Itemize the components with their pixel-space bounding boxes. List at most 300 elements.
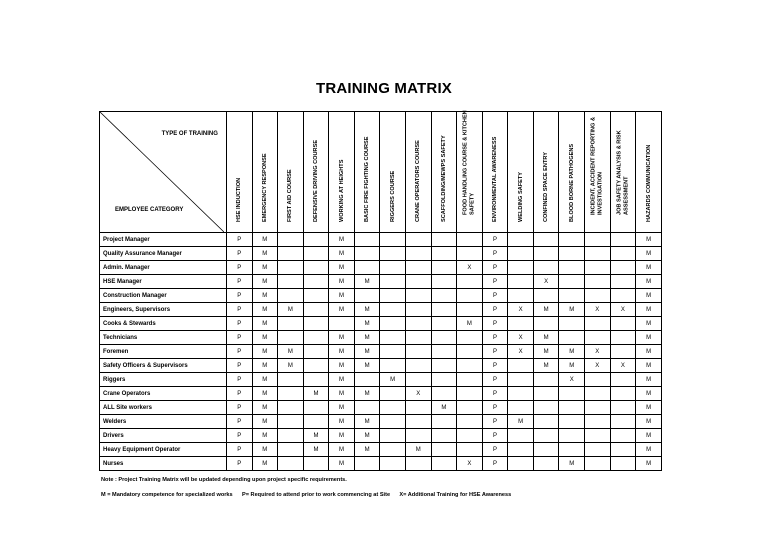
matrix-cell: P <box>482 415 508 429</box>
matrix-cell: X <box>585 303 611 317</box>
table-row <box>100 345 662 359</box>
matrix-cell <box>278 289 304 303</box>
matrix-cell: X <box>610 303 636 317</box>
type-of-training-label: TYPE OF TRAINING <box>161 131 218 137</box>
matrix-cell: M <box>303 429 329 443</box>
matrix-cell <box>585 247 611 261</box>
matrix-cell <box>585 373 611 387</box>
table-row <box>100 457 662 471</box>
matrix-cell <box>457 331 483 345</box>
matrix-cell <box>405 261 431 275</box>
matrix-cell: M <box>329 233 355 247</box>
matrix-cell <box>585 289 611 303</box>
matrix-cell <box>380 261 406 275</box>
matrix-cell: M <box>329 387 355 401</box>
matrix-cell <box>610 443 636 457</box>
matrix-cell <box>380 429 406 443</box>
matrix-cell: M <box>354 359 380 373</box>
matrix-cell <box>585 457 611 471</box>
matrix-cell: M <box>636 401 662 415</box>
matrix-cell: M <box>252 345 278 359</box>
matrix-cell <box>533 261 559 275</box>
matrix-cell: M <box>252 359 278 373</box>
matrix-cell <box>610 457 636 471</box>
column-header <box>354 112 380 233</box>
matrix-cell <box>431 317 457 331</box>
column-header <box>303 112 329 233</box>
matrix-cell <box>278 261 304 275</box>
matrix-cell <box>457 275 483 289</box>
employee-category-cell: HSE Manager <box>100 275 227 289</box>
table-row <box>100 233 662 247</box>
employee-category-cell: Project Manager <box>100 233 227 247</box>
matrix-cell <box>610 345 636 359</box>
matrix-cell <box>457 373 483 387</box>
matrix-cell: P <box>226 387 252 401</box>
matrix-cell: X <box>610 359 636 373</box>
matrix-cell <box>457 303 483 317</box>
training-matrix-table <box>99 111 662 471</box>
matrix-cell <box>278 401 304 415</box>
matrix-cell <box>508 401 534 415</box>
matrix-cell: X <box>508 331 534 345</box>
employee-category-cell: Construction Manager <box>100 289 227 303</box>
matrix-cell <box>380 303 406 317</box>
matrix-cell <box>457 429 483 443</box>
matrix-cell: M <box>636 373 662 387</box>
matrix-cell <box>457 345 483 359</box>
matrix-cell: X <box>508 345 534 359</box>
column-header <box>226 112 252 233</box>
matrix-cell: M <box>252 261 278 275</box>
matrix-cell: M <box>559 359 585 373</box>
matrix-cell <box>585 275 611 289</box>
column-header-label: HSE INDUCTION <box>235 177 242 222</box>
matrix-cell <box>559 331 585 345</box>
matrix-cell <box>585 415 611 429</box>
matrix-cell <box>405 247 431 261</box>
matrix-cell <box>610 275 636 289</box>
matrix-cell <box>457 359 483 373</box>
matrix-cell <box>278 429 304 443</box>
table-row <box>100 289 662 303</box>
matrix-cell <box>559 275 585 289</box>
column-header <box>559 112 585 233</box>
table-row <box>100 359 662 373</box>
matrix-cell <box>533 401 559 415</box>
matrix-cell <box>303 331 329 345</box>
matrix-cell <box>508 387 534 401</box>
matrix-cell <box>303 233 329 247</box>
matrix-cell: P <box>226 359 252 373</box>
matrix-cell <box>303 373 329 387</box>
matrix-cell: M <box>533 331 559 345</box>
column-header-label: FOOD HANDLING COURSE & KITCHEN SAFETY <box>462 110 476 215</box>
column-header <box>585 112 611 233</box>
matrix-cell <box>457 233 483 247</box>
matrix-cell: M <box>559 303 585 317</box>
legend <box>101 492 511 498</box>
matrix-cell <box>585 261 611 275</box>
matrix-cell <box>303 359 329 373</box>
matrix-cell: X <box>559 373 585 387</box>
matrix-cell <box>405 415 431 429</box>
matrix-cell: M <box>329 373 355 387</box>
column-header-label: INCIDENT, ACCIDENT REPORTING & INVESTIGATION <box>590 117 604 215</box>
matrix-cell <box>533 373 559 387</box>
matrix-cell <box>354 233 380 247</box>
matrix-cell: P <box>226 275 252 289</box>
matrix-cell <box>431 359 457 373</box>
matrix-cell <box>354 261 380 275</box>
matrix-cell <box>354 289 380 303</box>
matrix-cell <box>278 387 304 401</box>
matrix-cell <box>610 401 636 415</box>
matrix-cell: M <box>329 415 355 429</box>
matrix-cell <box>431 387 457 401</box>
matrix-cell <box>380 233 406 247</box>
matrix-cell <box>508 289 534 303</box>
matrix-cell <box>405 373 431 387</box>
matrix-cell <box>354 247 380 261</box>
matrix-cell: M <box>636 303 662 317</box>
matrix-cell: M <box>636 443 662 457</box>
matrix-cell: M <box>329 331 355 345</box>
matrix-cell <box>303 345 329 359</box>
column-header-label: CONFINED SPACE ENTRY <box>542 151 549 222</box>
matrix-cell <box>559 233 585 247</box>
matrix-cell <box>431 275 457 289</box>
matrix-cell <box>431 373 457 387</box>
column-header-label: BASIC FIRE FIGHTING COURSE <box>363 136 370 222</box>
matrix-cell <box>354 401 380 415</box>
column-header-label: DEFENSIVE DRIVING COURSE <box>312 139 319 222</box>
matrix-cell <box>380 317 406 331</box>
column-header <box>482 112 508 233</box>
column-header-label: SCAFFOLDING/MEWPS SAFETY <box>440 134 447 222</box>
matrix-cell <box>405 331 431 345</box>
matrix-cell: X <box>405 387 431 401</box>
matrix-cell: M <box>252 401 278 415</box>
table-row <box>100 303 662 317</box>
matrix-cell <box>380 289 406 303</box>
matrix-cell: M <box>329 443 355 457</box>
matrix-cell <box>610 331 636 345</box>
column-header-label: JOB SAFETY ANALYSIS & RISK ASSESSMENT <box>616 130 629 215</box>
matrix-cell <box>559 443 585 457</box>
matrix-cell: P <box>482 303 508 317</box>
matrix-cell: M <box>252 247 278 261</box>
matrix-cell: M <box>252 387 278 401</box>
employee-category-cell: Riggers <box>100 373 227 387</box>
matrix-cell <box>585 331 611 345</box>
column-header-label: CRANE OPERATORS COURSE <box>415 139 421 222</box>
matrix-cell: M <box>533 359 559 373</box>
matrix-cell <box>380 247 406 261</box>
matrix-cell <box>405 275 431 289</box>
employee-category-cell: Nurses <box>100 457 227 471</box>
matrix-cell <box>278 415 304 429</box>
matrix-cell: P <box>482 373 508 387</box>
matrix-cell <box>380 331 406 345</box>
matrix-cell: X <box>533 275 559 289</box>
table-row <box>100 443 662 457</box>
matrix-cell: M <box>457 317 483 331</box>
matrix-cell <box>533 317 559 331</box>
matrix-cell <box>380 457 406 471</box>
matrix-cell <box>380 443 406 457</box>
matrix-cell: M <box>278 345 304 359</box>
matrix-cell <box>508 457 534 471</box>
matrix-cell <box>380 387 406 401</box>
matrix-cell: M <box>636 233 662 247</box>
matrix-cell: P <box>226 331 252 345</box>
matrix-cell <box>610 373 636 387</box>
matrix-cell: M <box>636 247 662 261</box>
legend-m: M = Mandatory competence for specialized works <box>101 492 233 498</box>
column-header <box>431 112 457 233</box>
matrix-cell <box>405 303 431 317</box>
column-header-label: ENVIRONMENTAL AWARENESS <box>491 136 498 222</box>
matrix-cell: M <box>303 443 329 457</box>
matrix-cell: M <box>508 415 534 429</box>
matrix-cell <box>354 457 380 471</box>
matrix-cell <box>508 317 534 331</box>
matrix-cell: P <box>226 303 252 317</box>
table-row <box>100 415 662 429</box>
table-row <box>100 373 662 387</box>
matrix-cell <box>533 233 559 247</box>
matrix-cell <box>559 415 585 429</box>
matrix-cell <box>457 401 483 415</box>
matrix-cell <box>405 289 431 303</box>
matrix-cell: M <box>329 359 355 373</box>
column-header <box>329 112 355 233</box>
matrix-cell: M <box>636 415 662 429</box>
column-header <box>457 112 483 233</box>
matrix-cell: X <box>457 457 483 471</box>
column-header-label: EMERGENCY RESPONSE <box>261 152 268 222</box>
matrix-cell: M <box>354 317 380 331</box>
matrix-body <box>100 233 662 471</box>
matrix-cell <box>457 247 483 261</box>
matrix-cell <box>533 429 559 443</box>
table-row <box>100 317 662 331</box>
matrix-cell: P <box>482 261 508 275</box>
column-header-label: RIGGERS COURSE <box>389 170 396 222</box>
matrix-cell: M <box>329 289 355 303</box>
matrix-cell: M <box>252 275 278 289</box>
matrix-cell <box>431 303 457 317</box>
matrix-cell: M <box>252 443 278 457</box>
matrix-cell <box>585 443 611 457</box>
employee-category-cell: Crane Operators <box>100 387 227 401</box>
matrix-cell: M <box>405 443 431 457</box>
column-header <box>380 112 406 233</box>
matrix-cell: M <box>636 261 662 275</box>
matrix-cell: X <box>508 303 534 317</box>
matrix-cell: M <box>380 373 406 387</box>
matrix-cell <box>533 457 559 471</box>
column-header <box>252 112 278 233</box>
matrix-cell <box>508 275 534 289</box>
matrix-cell <box>457 443 483 457</box>
matrix-cell <box>278 317 304 331</box>
matrix-cell <box>559 261 585 275</box>
matrix-cell: M <box>354 429 380 443</box>
matrix-cell: M <box>636 289 662 303</box>
matrix-cell <box>585 233 611 247</box>
matrix-cell: M <box>636 331 662 345</box>
matrix-cell <box>278 247 304 261</box>
matrix-cell <box>354 373 380 387</box>
matrix-cell <box>610 317 636 331</box>
matrix-cell <box>278 443 304 457</box>
matrix-cell: M <box>252 457 278 471</box>
matrix-cell: P <box>482 289 508 303</box>
matrix-cell: M <box>252 289 278 303</box>
matrix-cell <box>559 247 585 261</box>
matrix-cell: M <box>329 401 355 415</box>
matrix-cell: M <box>278 303 304 317</box>
matrix-cell <box>431 261 457 275</box>
matrix-cell <box>559 317 585 331</box>
legend-x: X= Additional Training for HSE Awareness <box>399 492 512 498</box>
matrix-cell: M <box>636 429 662 443</box>
employee-category-cell: Technicians <box>100 331 227 345</box>
matrix-cell <box>431 443 457 457</box>
table-row <box>100 401 662 415</box>
matrix-cell <box>533 247 559 261</box>
matrix-cell: M <box>533 303 559 317</box>
matrix-cell: M <box>636 359 662 373</box>
matrix-cell: M <box>533 345 559 359</box>
diagonal-divider <box>100 112 224 232</box>
matrix-cell <box>533 415 559 429</box>
matrix-cell: X <box>585 345 611 359</box>
matrix-cell: M <box>354 275 380 289</box>
column-header-label: WELDING SAFETY <box>517 171 524 222</box>
matrix-cell <box>405 429 431 443</box>
matrix-cell <box>278 373 304 387</box>
matrix-cell <box>431 289 457 303</box>
page-title: TRAINING MATRIX <box>315 80 453 97</box>
matrix-cell: P <box>482 387 508 401</box>
matrix-cell: X <box>457 261 483 275</box>
matrix-cell <box>533 443 559 457</box>
matrix-cell: M <box>636 345 662 359</box>
matrix-cell <box>508 247 534 261</box>
employee-category-cell: Engineers, Supervisors <box>100 303 227 317</box>
matrix-cell <box>457 289 483 303</box>
employee-category-cell: Cooks & Stewards <box>100 317 227 331</box>
matrix-cell <box>559 429 585 443</box>
matrix-cell <box>405 401 431 415</box>
matrix-cell <box>405 233 431 247</box>
matrix-cell: M <box>636 457 662 471</box>
matrix-cell <box>303 289 329 303</box>
employee-category-cell: Quality Assurance Manager <box>100 247 227 261</box>
matrix-cell: P <box>482 331 508 345</box>
matrix-cell: P <box>226 261 252 275</box>
employee-category-cell: Foremen <box>100 345 227 359</box>
corner-header-cell <box>100 112 227 233</box>
matrix-cell: P <box>226 415 252 429</box>
matrix-cell <box>278 275 304 289</box>
matrix-cell: M <box>329 345 355 359</box>
column-header <box>636 112 662 233</box>
matrix-cell: M <box>431 401 457 415</box>
table-row <box>100 331 662 345</box>
employee-category-cell: Heavy Equipment Operator <box>100 443 227 457</box>
matrix-cell <box>329 317 355 331</box>
matrix-cell <box>508 443 534 457</box>
matrix-cell: P <box>482 457 508 471</box>
matrix-cell: M <box>354 415 380 429</box>
matrix-cell <box>278 233 304 247</box>
table-row <box>100 275 662 289</box>
column-header-label: FIRST AID COURSE <box>287 168 294 222</box>
matrix-cell <box>559 289 585 303</box>
matrix-cell: M <box>329 261 355 275</box>
matrix-cell: M <box>303 387 329 401</box>
table-row <box>100 387 662 401</box>
matrix-cell <box>303 261 329 275</box>
matrix-cell <box>610 247 636 261</box>
matrix-cell: P <box>482 317 508 331</box>
matrix-cell <box>303 303 329 317</box>
header-row <box>100 112 662 233</box>
matrix-cell: M <box>636 317 662 331</box>
matrix-cell: M <box>354 443 380 457</box>
employee-category-cell: Admin. Manager <box>100 261 227 275</box>
table-row <box>100 247 662 261</box>
note-text: Note : Project Training Matrix will be updated depending upon project specific requirements. <box>101 477 347 483</box>
matrix-cell: P <box>482 443 508 457</box>
matrix-cell <box>533 387 559 401</box>
matrix-cell: M <box>278 359 304 373</box>
matrix-cell <box>533 289 559 303</box>
matrix-cell: P <box>482 429 508 443</box>
matrix-cell: M <box>559 345 585 359</box>
matrix-cell <box>508 373 534 387</box>
matrix-cell: M <box>354 331 380 345</box>
matrix-cell: P <box>482 345 508 359</box>
matrix-cell: M <box>636 275 662 289</box>
matrix-cell <box>585 429 611 443</box>
matrix-cell <box>457 415 483 429</box>
matrix-cell: M <box>252 317 278 331</box>
matrix-cell <box>508 429 534 443</box>
employee-category-cell: ALL Site workers <box>100 401 227 415</box>
matrix-cell <box>559 387 585 401</box>
matrix-cell <box>303 317 329 331</box>
matrix-cell <box>508 261 534 275</box>
matrix-cell: P <box>226 289 252 303</box>
matrix-cell <box>380 401 406 415</box>
matrix-cell <box>610 429 636 443</box>
matrix-cell: M <box>329 247 355 261</box>
employee-category-cell: Welders <box>100 415 227 429</box>
matrix-cell: M <box>329 303 355 317</box>
column-header <box>508 112 534 233</box>
matrix-cell <box>303 457 329 471</box>
column-header-label: HAZARDS COMMUNICATION <box>645 144 652 222</box>
table-row <box>100 429 662 443</box>
matrix-cell: P <box>226 429 252 443</box>
matrix-cell <box>610 261 636 275</box>
employee-category-cell: Safety Officers & Supervisors <box>100 359 227 373</box>
